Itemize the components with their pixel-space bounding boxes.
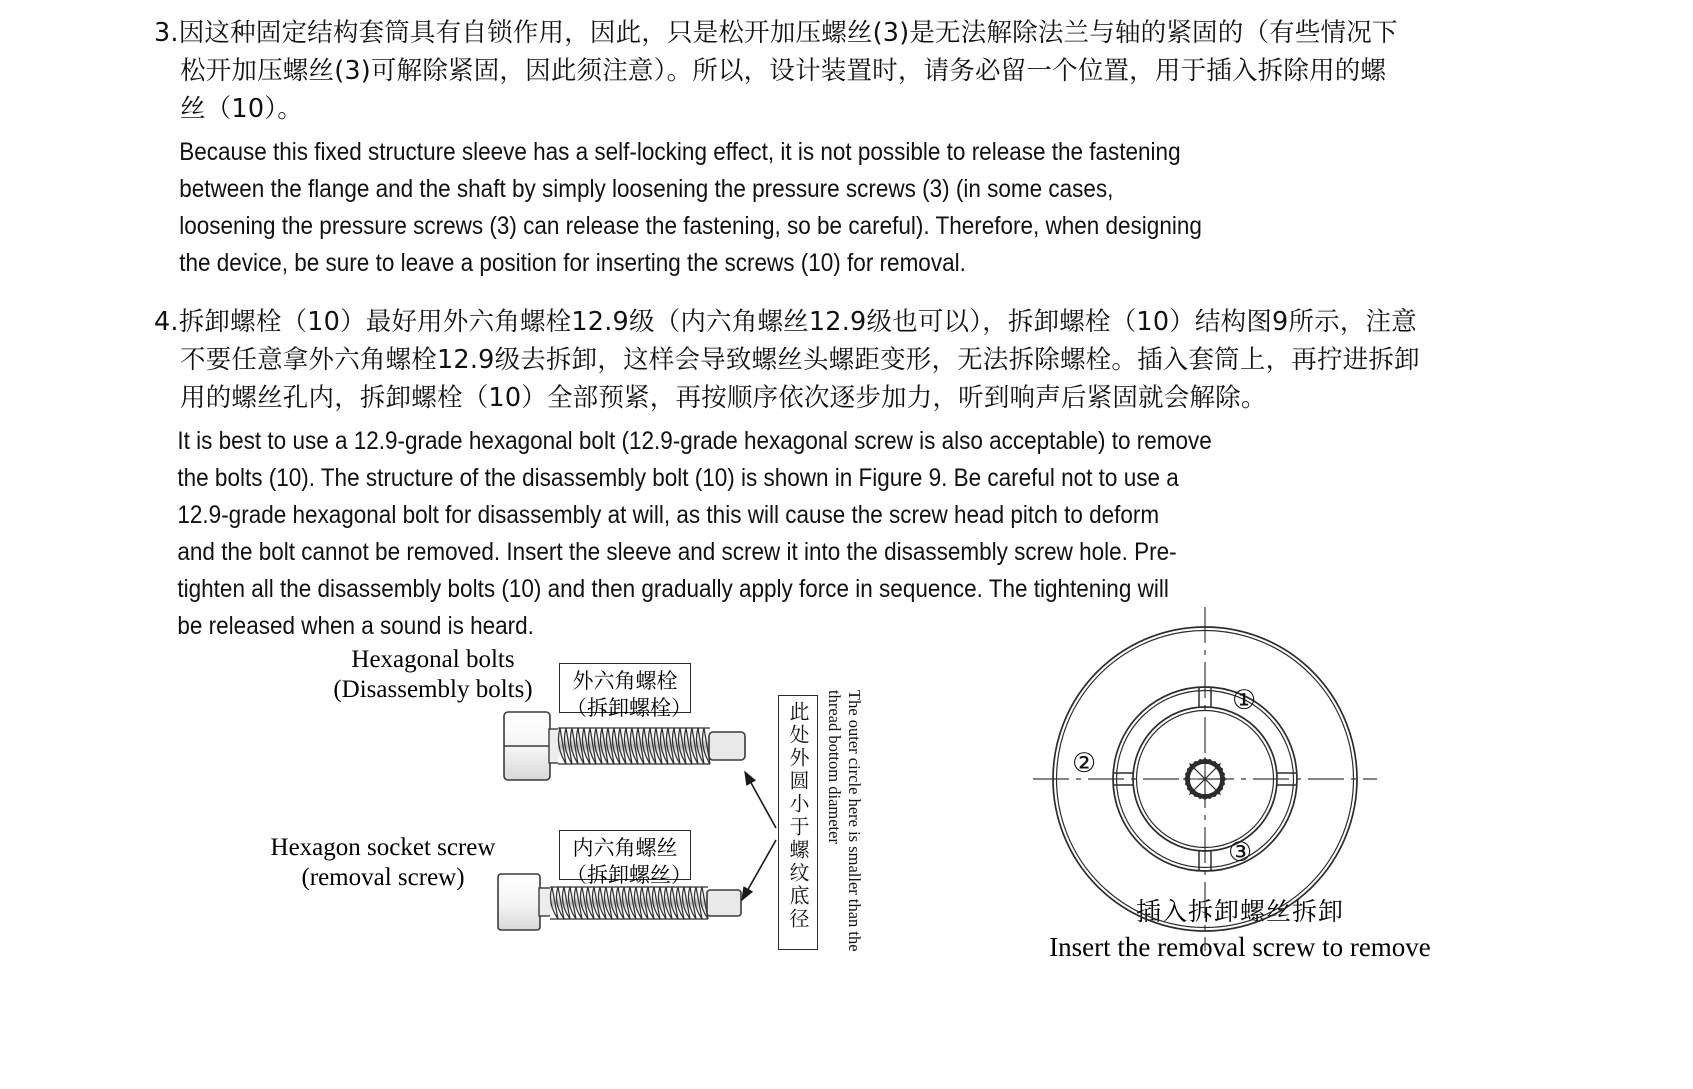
item-4-en-line-4: and the bolt cannot be removed. Insert the sleeve and screw it into the disassembly screw hole. Pre- [177, 538, 1177, 566]
flange-caption-english: Insert the removal screw to remove [1049, 932, 1431, 962]
item-4-cn-line-2: 不要任意拿外六角螺栓12.9级去拆卸，这样会导致螺丝头螺距变形，无法拆除螺栓。插入套筒上，再拧进拆卸 [180, 345, 1420, 375]
flange-callout-2: ② [1072, 748, 1097, 779]
item-4-cn-line-1: 4.拆卸螺栓（10）最好用外六角螺栓12.9级（内六角螺丝12.9级也可以），拆卸螺栓（10）结构图9所示，注意 [154, 307, 1417, 337]
item-4-en-line-6: be released when a sound is heard. [177, 612, 534, 640]
item-3-cn-line-3: 丝（10）。 [180, 94, 303, 124]
socket-screw-head [498, 874, 540, 930]
hex-bolt-neck [549, 729, 559, 763]
item-3-en-line-4: the device, be sure to leave a position for inserting the screws (10) for removal. [179, 249, 966, 277]
hexagonal-bolts-label-line2: (Disassembly bolts) [333, 676, 533, 703]
hexagonal-bolts-label-line1: Hexagonal bolts [351, 646, 515, 673]
item-4-en-line-1: It is best to use a 12.9-grade hexagonal bolt (12.9-grade hexagonal screw is also acceptable) to remove [177, 427, 1212, 455]
callout-outer-hex-line1: 外六角螺栓 [572, 669, 678, 693]
leader-lines [742, 772, 776, 900]
item-3-cn-line-1: 3.因这种固定结构套筒具有自锁作用，因此，只是松开加压螺丝(3)是无法解除法兰与轴的紧固的（有些情况下 [154, 18, 1398, 48]
callout-inner-hex-line1: 内六角螺丝 [572, 836, 678, 860]
socket-screw-reduced-end [707, 890, 741, 916]
socket-screw-neck [539, 888, 551, 916]
flange-callout-1: ① [1232, 685, 1257, 716]
vertical-note-chinese: 此处外圆小于螺纹底径 [786, 701, 810, 931]
item-4-cn-line-3: 用的螺丝孔内，拆卸螺栓（10）全部预紧，再按顺序依次逐步加力，听到响声后紧固就会解除。 [180, 383, 1267, 413]
item-4-en-line-2: the bolts (10). The structure of the disassembly bolt (10) is shown in Figure 9. Be careful not to use a [177, 464, 1179, 492]
flange-caption-chinese: 插入拆卸螺丝拆卸 [1135, 897, 1344, 926]
item-4-en-line-5: tighten all the disassembly bolts (10) and then gradually apply force in sequence. The tightening will [177, 575, 1169, 603]
leader-line-upper [745, 772, 776, 828]
hexagon-socket-screw-label-line1: Hexagon socket screw [270, 834, 496, 861]
flange-bolt-holes [1174, 748, 1236, 810]
item-3-cn-line-2: 松开加压螺丝(3)可解除紧固，因此须注意）。所以，设计装置时，请务必留一个位置，用于插入拆除用的螺 [180, 56, 1387, 86]
leader-line-lower [742, 840, 776, 900]
hexagonal-bolt-drawing [504, 712, 745, 780]
item-3-en-line-1: Because this fixed structure sleeve has a self-locking effect, it is not possible to release the fastening [179, 138, 1181, 166]
flange-callout-3: ③ [1228, 837, 1253, 868]
flange-drawing [1033, 607, 1377, 951]
hexagon-socket-screw-label-line2: (removal screw) [301, 864, 465, 891]
hexagon-socket-screw-drawing [498, 874, 741, 930]
hex-bolt-reduced-end [709, 732, 745, 760]
callout-inner-hex-line2: （拆卸螺丝） [566, 863, 692, 887]
callout-outer-hex-line2: （拆卸螺栓） [566, 696, 692, 720]
item-4-en-line-3: 12.9-grade hexagonal bolt for disassembly at will, as this will cause the screw head pitch to deform [177, 501, 1160, 529]
item-3-en-line-3: loosening the pressure screws (3) can release the fastening, so be careful). Therefore, when designing [179, 212, 1202, 240]
vertical-note-english: The outer circle here is smaller than the thread bottom diameter [825, 690, 864, 952]
item-3-en-line-2: between the flange and the shaft by simply loosening the pressure screws (3) (in some cases, [179, 175, 1114, 203]
